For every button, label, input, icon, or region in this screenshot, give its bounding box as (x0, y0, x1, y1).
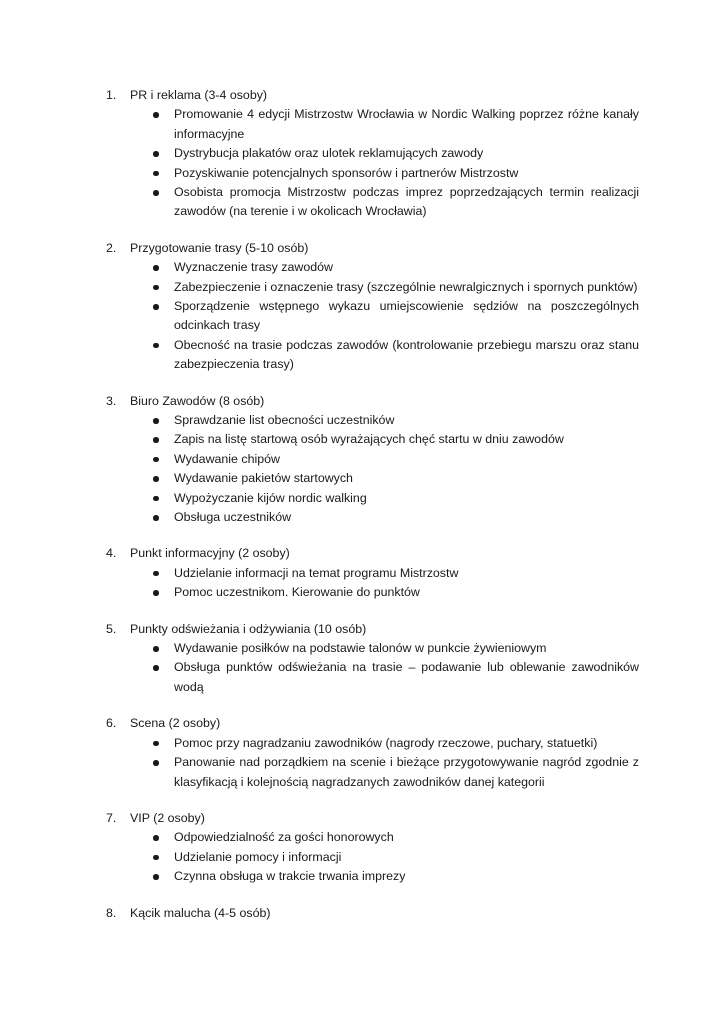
section-number: 4. (106, 546, 117, 561)
bullet-list (106, 828, 639, 886)
bullet-icon (153, 760, 159, 766)
list-item-text: Obsługa punktów odświeżania na trasie – podawanie lub oblewanie zawodników wodą (174, 660, 639, 694)
list-item-text: Sporządzenie wstępnego wykazu umiejscowienie sędziów na poszczególnych odcinkach trasy (174, 299, 639, 333)
section-title: VIP (2 osoby) (130, 810, 205, 825)
list-item-text: Wydawanie chipów (174, 451, 280, 466)
section-number: 1. (106, 88, 117, 102)
list-item (106, 258, 639, 277)
section-heading (106, 392, 639, 411)
bullet-icon (153, 151, 159, 157)
bullet-list (106, 564, 639, 603)
bullet-icon (153, 171, 159, 177)
list-item-text: Promowanie 4 edycji Mistrzostw Wrocławia w Nordic Walking poprzez różne kanały informacyjne (174, 107, 639, 141)
list-item (106, 867, 639, 886)
section-heading (106, 86, 639, 105)
bullet-icon (153, 418, 159, 424)
list-item-text: Wyznaczenie trasy zawodów (174, 260, 333, 275)
bullet-icon (153, 190, 159, 196)
bullet-list (106, 639, 639, 697)
section-number: 3. (106, 393, 117, 408)
list-item (106, 411, 639, 430)
bullet-icon (153, 855, 159, 861)
list-item-text: Zapis na listę startową osób wyrażających chęć startu w dniu zawodów (174, 432, 564, 447)
list-item (106, 658, 639, 697)
section-7 (106, 809, 639, 887)
section-6 (106, 714, 639, 792)
list-item-text: Wydawanie pakietów startowych (174, 471, 353, 486)
bullet-icon (153, 590, 159, 596)
bullet-icon (153, 646, 159, 652)
list-item-text: Obsługa uczestników (174, 510, 292, 525)
list-item-text: Udzielanie pomocy i informacji (174, 849, 342, 864)
bullet-icon (153, 304, 159, 310)
section-heading (106, 239, 639, 258)
list-item-text: Pomoc przy nagradzaniu zawodników (nagrody rzeczowe, puchary, statuetki) (174, 735, 598, 750)
section-number: 8. (106, 905, 117, 920)
bullet-icon (153, 476, 159, 482)
bullet-icon (153, 343, 159, 349)
section-title: Scena (2 osoby) (130, 716, 221, 731)
list-item-text: Pozyskiwanie potencjalnych sponsorów i partnerów Mistrzostw (174, 165, 519, 180)
list-item (106, 848, 639, 867)
bullet-icon (153, 437, 159, 443)
list-item (106, 336, 639, 375)
bullet-icon (153, 741, 159, 747)
bullet-icon (153, 515, 159, 521)
section-title: Punkty odświeżania i odżywiania (10 osób) (130, 621, 367, 636)
section-title: Kącik malucha (4-5 osób) (130, 905, 271, 920)
list-item-text: Czynna obsługa w trakcie trwania imprezy (174, 869, 406, 884)
list-item (106, 639, 639, 658)
list-item (106, 508, 639, 527)
bullet-icon (153, 112, 159, 118)
bullet-list (106, 734, 639, 792)
section-title: Przygotowanie trasy (5-10 osób) (130, 240, 309, 255)
list-item-text: Sprawdzanie list obecności uczestników (174, 413, 395, 428)
list-item-text: Zabezpieczenie i oznaczenie trasy (szczególnie newralgicznych i spornych punktów) (174, 279, 638, 294)
section-2 (106, 239, 639, 375)
list-item (106, 278, 639, 297)
section-1 (106, 86, 639, 222)
section-title: Punkt informacyjny (2 osoby) (130, 546, 290, 561)
section-heading (106, 809, 639, 828)
list-item-text: Dystrybucja plakatów oraz ulotek reklamujących zawody (174, 146, 484, 161)
list-item (106, 753, 639, 792)
list-item (106, 183, 639, 222)
bullet-icon (153, 265, 159, 271)
list-item (106, 144, 639, 163)
list-item-text: Wydawanie posiłków na podstawie talonów w punkcie żywieniowym (174, 641, 547, 656)
bullet-icon (153, 496, 159, 502)
bullet-list (106, 258, 639, 374)
section-8 (106, 904, 639, 923)
list-item (106, 450, 639, 469)
section-heading (106, 620, 639, 639)
bullet-icon (153, 285, 159, 291)
list-item (106, 489, 639, 508)
section-title: Biuro Zawodów (8 osób) (130, 393, 265, 408)
list-item-text: Wypożyczanie kijów nordic walking (174, 490, 367, 505)
list-item (106, 297, 639, 336)
bullet-list (106, 411, 639, 527)
list-item-text: Osobista promocja Mistrzostw podczas imprez poprzedzających termin realizacji zawodów (na terenie i w okolicach Wrocławia) (174, 185, 639, 219)
list-item-text: Udzielanie informacji na temat programu Mistrzostw (174, 565, 459, 580)
section-number: 6. (106, 716, 117, 731)
bullet-icon (153, 457, 159, 463)
document-body (106, 86, 639, 940)
list-item-text: Obecność na trasie podczas zawodów (kontrolowanie przebiegu marszu oraz stanu zabezpieczenia trasy) (174, 337, 639, 372)
list-item (106, 828, 639, 847)
section-heading (106, 714, 639, 733)
list-item (106, 105, 639, 144)
bullet-icon (153, 571, 159, 577)
list-item (106, 164, 639, 183)
section-3 (106, 392, 639, 528)
section-4 (106, 544, 639, 602)
list-item-text: Pomoc uczestnikom. Kierowanie do punktów (174, 585, 420, 600)
list-item (106, 564, 639, 583)
section-number: 5. (106, 621, 117, 636)
list-item (106, 734, 639, 753)
section-number: 2. (106, 240, 117, 255)
list-item (106, 469, 639, 488)
list-item (106, 430, 639, 449)
list-item-text: Panowanie nad porządkiem na scenie i bieżące przygotowywanie nagród zgodnie z klasyfikacją i kolejnością nagradzanych zawodników danej kategorii (174, 755, 639, 789)
bullet-list (106, 105, 639, 221)
section-5 (106, 620, 639, 698)
section-heading (106, 544, 639, 563)
list-item-text: Odpowiedzialność za gości honorowych (174, 830, 394, 845)
section-title: PR i reklama (3-4 osoby) (130, 88, 268, 102)
section-number: 7. (106, 810, 117, 825)
section-heading (106, 904, 639, 923)
list-item (106, 583, 639, 602)
bullet-icon (153, 835, 159, 841)
bullet-icon (153, 665, 159, 671)
bullet-icon (153, 874, 159, 880)
